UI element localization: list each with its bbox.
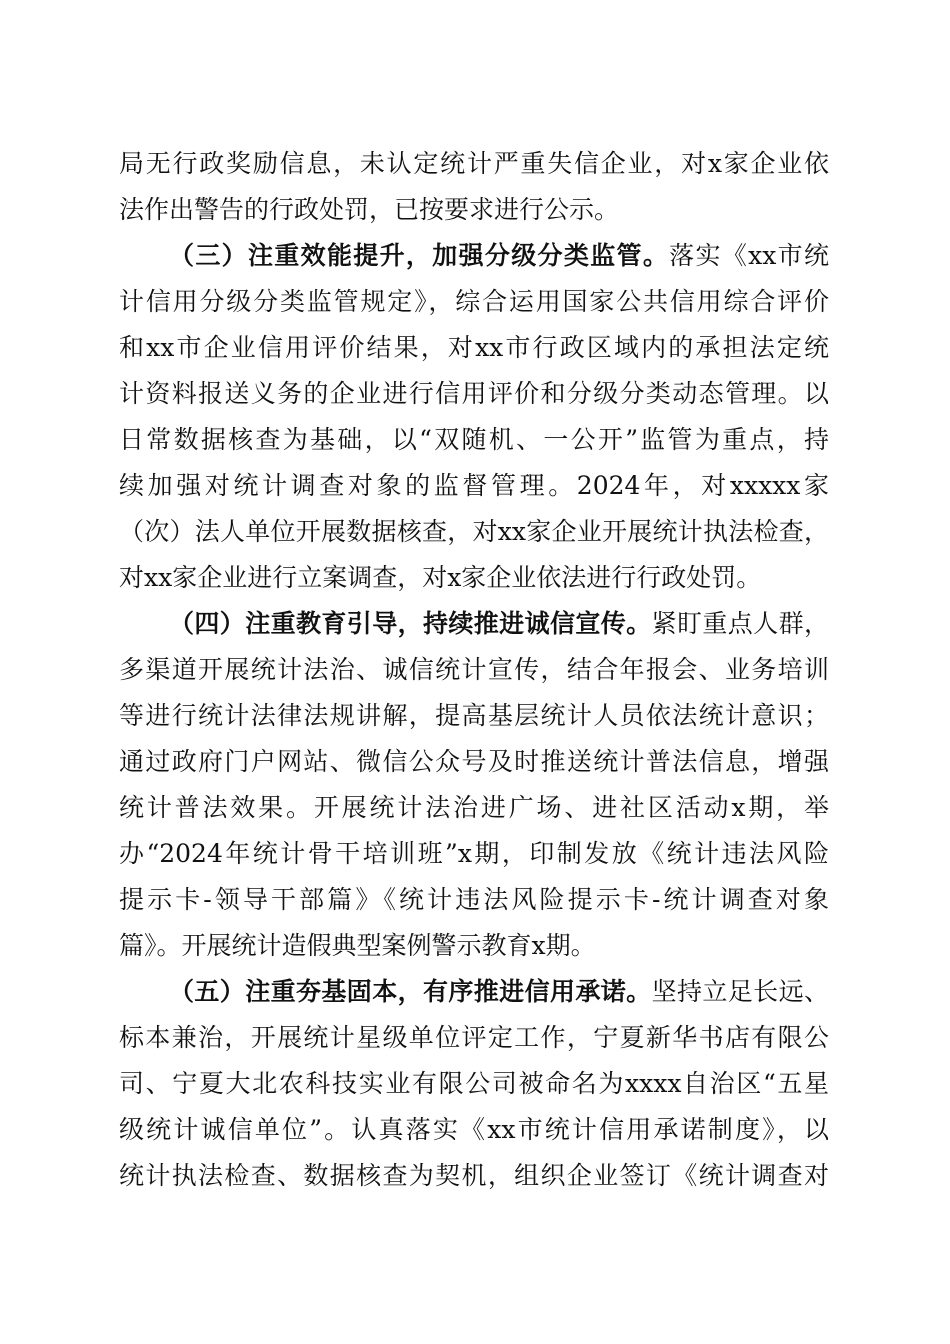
paragraph-text: 紧盯重点人群， (651, 609, 829, 638)
text-line: （次）法人单位开展数据核查，对xx家企业开展统计执法检查， (119, 517, 829, 546)
text-line: 通过政府门户网站、微信公众号及时推送统计普法信息，增强 (119, 747, 829, 776)
text-line: 提示卡-领导干部篇》《统计违法风险提示卡-统计调查对象 (119, 885, 829, 914)
section-heading-4: （四）注重教育引导，持续推进诚信宣传。 (169, 609, 652, 638)
text-line: 和xx市企业信用评价结果，对xx市行政区域内的承担法定统 (119, 333, 829, 362)
paragraph-first-line (169, 233, 829, 279)
section-heading-3: （三）注重效能提升，加强分级分类监管。 (169, 241, 670, 270)
text-line: 计资料报送义务的企业进行信用评价和分级分类动态管理。以 (119, 379, 829, 408)
text-line: 统计普法效果。开展统计法治进广场、进社区活动x期，举 (119, 793, 829, 822)
paragraph-text: 落实《xx市统 (669, 241, 829, 270)
text-line: 法作出警告的行政处罚，已按要求进行公示。 (119, 195, 620, 224)
paragraph-text: 坚持立足长远、 (651, 977, 829, 1006)
text-line: 等进行统计法律法规讲解，提高基层统计人员依法统计意识； (119, 701, 829, 730)
text-line: 多渠道开展统计法治、诚信统计宣传，结合年报会、业务培训 (119, 655, 829, 684)
text-line: 司、宁夏大北农科技实业有限公司被命名为xxxx自治区“五星 (119, 1069, 829, 1098)
paragraph-first-line (169, 601, 829, 647)
text-line: 统计执法检查、数据核查为契机，组织企业签订《统计调查对 (119, 1161, 829, 1190)
text-line: 计信用分级分类监管规定》，综合运用国家公共信用综合评价 (119, 287, 829, 316)
section-heading-5: （五）注重夯基固本，有序推进信用承诺。 (169, 977, 652, 1006)
text-line: 标本兼治，开展统计星级单位评定工作，宁夏新华书店有限公 (119, 1023, 829, 1052)
text-line: 级统计诚信单位”。认真落实《xx市统计信用承诺制度》，以 (119, 1115, 829, 1144)
text-line: 篇》。开展统计造假典型案例警示教育x期。 (119, 931, 596, 960)
text-line: 对xx家企业进行立案调查，对x家企业依法进行行政处罚。 (119, 563, 762, 592)
text-line: 办“2024年统计骨干培训班”x期，印制发放《统计违法风险 (119, 839, 829, 868)
text-line: 局无行政奖励信息，未认定统计严重失信企业，对x家企业依 (119, 149, 829, 178)
paragraph-first-line (169, 969, 829, 1015)
text-line: 日常数据核查为基础，以“双随机、一公开”监管为重点，持 (119, 425, 829, 454)
text-line: 续加强对统计调查对象的监督管理。2024年，对xxxxx家 (119, 471, 829, 500)
